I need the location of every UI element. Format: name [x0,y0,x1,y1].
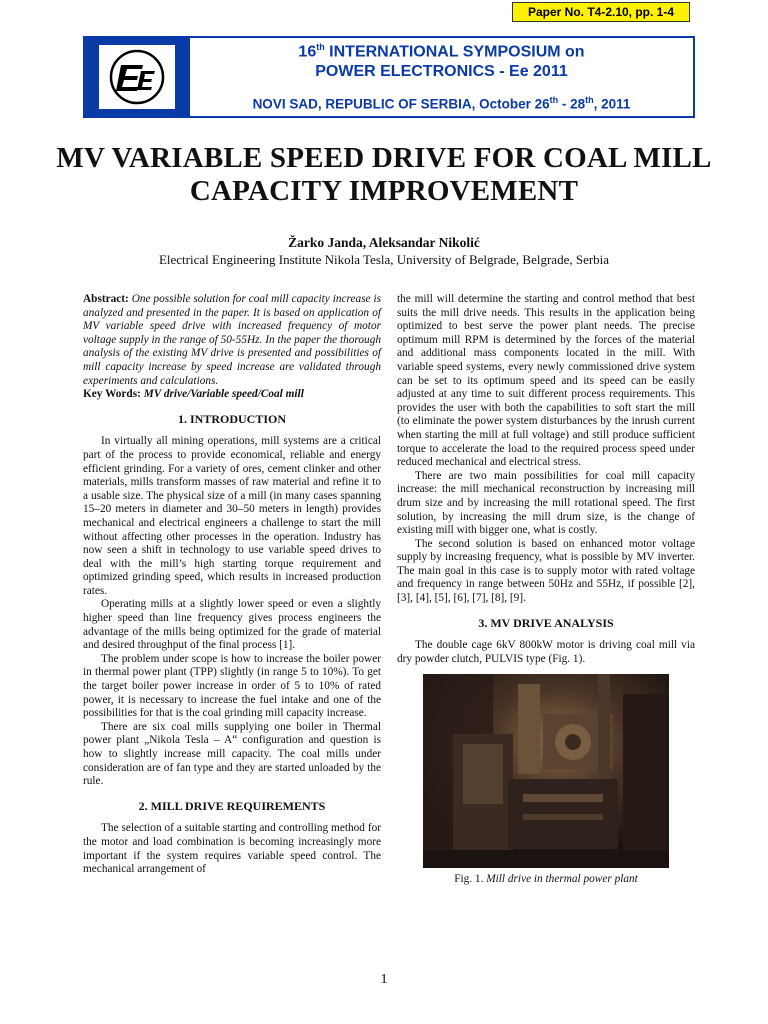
section-heading-mv-drive: 3. MV DRIVE ANALYSIS [478,615,614,630]
paragraph: There are two main possibilities for coal mill capacity increase: the mill mechanical reconstruction by increasing mill drum size and by increasing the mill rotational speed. The first solution, by increasing the mill drum size, is the change of existing mill with bigger one, what is costly. [397,469,695,537]
paragraph: In virtually all mining operations, mill systems are a critical part of the process to provide economical, reliable and energy efficient grinding. For a variety of ores, cement clinker and other materials, mills transform masses of raw material and refine it to a usable size. The physical size of a mill (in many cases spanning 15–20 meters in diameter and 30–50 meters in length) provides mechanical and electrical engineers a challenge to start the mill without affecting other processes in the operation. Industry has now seen a shift in technology to use variable speed drives to deal with the mill’s high starting torque requirement and optimized grinding speed, which results in increased production rates. [83,435,381,597]
paragraph: Operating mills at a slightly lower speed or even a slightly higher speed than line frequency gives process engineers the advantage of the mills being optimized for the grade of material and desired throughput of the final process [1]. [83,598,381,652]
symposium-title: 16th INTERNATIONAL SYMPOSIUM on [298,42,585,61]
symposium-name: POWER ELECTRONICS - Ee 2011 [315,63,568,80]
symposium-header [83,36,695,118]
ee-logo-icon [99,45,175,109]
figure-photo [423,674,669,868]
symposium-location-date: NOVI SAD, REPUBLIC OF SERBIA, October 26th - 28th, 2011 [252,95,631,112]
author-affiliation: Electrical Engineering Institute Nikola Tesla, University of Belgrade, Belgrade, Serbia [158,252,610,267]
page-number: 1 [380,972,388,987]
right-column [397,293,695,887]
section-heading-mill-drive: 2. MILL DRIVE REQUIREMENTS [138,798,326,813]
paper-number-badge: Paper No. T4-2.10, pp. 1-4 [512,2,690,22]
paragraph: The second solution is based on enhanced motor voltage supply by increasing frequency, what is possible by MV inverter. The main goal in this case is to supply motor with rated voltage and frequency in range between 50Hz and 55Hz, if possible [2], [3], [4], [5], [6], [7], [8], [9]. [397,537,695,605]
symposium-logo [85,38,190,116]
paper-title: MV VARIABLE SPEED DRIVE FOR COAL MILL CAPACITY IMPROVEMENT [56,142,712,207]
figure-caption: Fig. 1. Mill drive in thermal power plant [454,873,638,886]
section-heading-introduction: 1. INTRODUCTION [177,411,286,426]
mill-drive-photo [423,674,669,868]
paragraph: The problem under scope is how to increase the boiler power in thermal power plant (TPP) slightly (in range 5 to 10%). To get the target boiler power increase in order of 5 to 10% of rated power, it is necessary to increase the fuel intake and one of the possibilities for that is the coal grinding mill capacity increase. [83,652,381,720]
paragraph: The double cage 6kV 800kW motor is driving coal mill via dry powder clutch, PULVIS type (Fig. 1). [397,639,695,665]
paragraph: The selection of a suitable starting and controlling method for the motor and load combination is becoming increasingly more important if the system requires variable speed control. The mechanical arrangement of [83,822,381,876]
paragraph: the mill will determine the starting and control method that best suits the mill drive needs. This results in the application being optimized to best serve the power plant needs. The precise optimum mill RPM is determined by the forces of the material and additional mass components located in the mill. With variable speed systems, every newly commissioned drive system can be set to its optimum speed and its speed can be easily adjusted at any time to suit different process requirements. This provides the user with both the capabilities to soft start the mill (to eliminate the power system disturbances by the inrush current when starting the mill at full voltage) and still produce sufficient torque to accelerate the load to the required process speed under reduced mechanical and electrical stress. [397,293,695,469]
keywords: Key Words: MV drive/Variable speed/Coal mill [83,388,304,401]
abstract: Abstract: One possible solution for coal mill capacity increase is analyzed and presented in the paper. It is based on application of MV variable speed drive with increased frequency of motor voltage supply in the range of 50-55Hz. In the paper the thorough analysis of the existing MV drive is presented and possibilities of mill capacity increase by speed increase are validated through experiments and calculations. [83,293,381,387]
left-column [83,293,381,877]
paper-authors: Žarko Janda, Aleksandar Nikolić [288,235,480,250]
paragraph: There are six coal mills supplying one boiler in Thermal power plant „Nikola Tesla – A“ configuration and question is how to slightly increase mill capacity. The coal mills under consideration are of fan type and they are started unloaded by the rule. [83,720,381,788]
